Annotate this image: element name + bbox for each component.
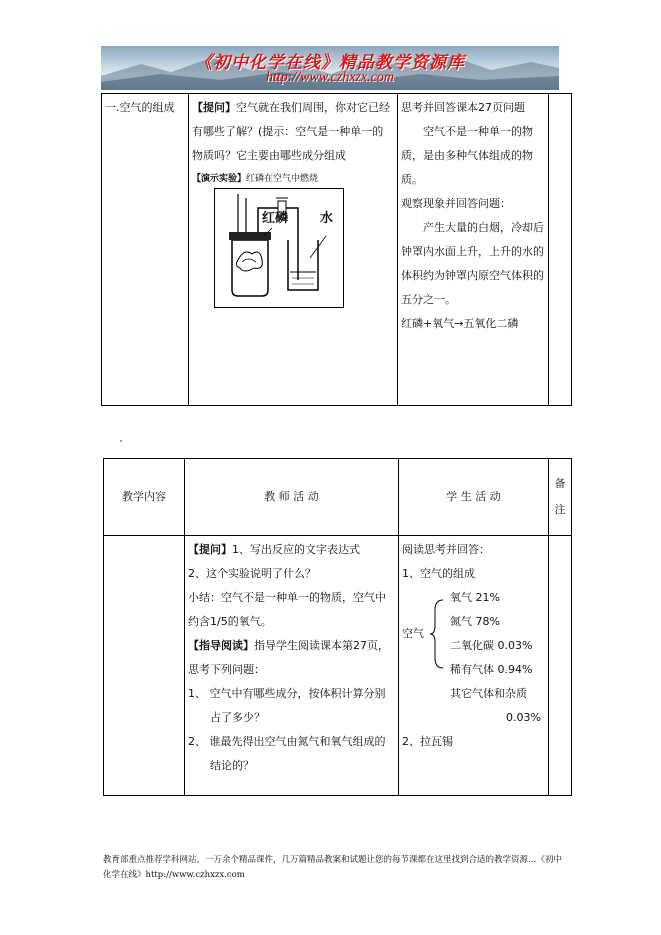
banner-title: 《初中化学在线》精品教学资源库: [195, 53, 465, 73]
note-cell-2: [549, 536, 572, 796]
question1-text: 1、写出反应的文字表达式: [232, 543, 360, 556]
student-line-4: 产生大量的白烟，冷却后钟罩内水面上升，上升的水的体积约为钟罩内原空气体积的五分之一。: [401, 221, 544, 306]
question1-label: 【提问】: [188, 543, 232, 556]
teacher-activity-cell-2: [185, 536, 399, 796]
header-student: 学 生 活 动: [399, 459, 549, 536]
brace-icon: [430, 586, 444, 682]
topic-text: 一.空气的组成: [105, 101, 175, 114]
demo-text: 红磷在空气中燃烧: [246, 174, 319, 184]
student-line-1: 思考并回答课本27页问题: [401, 101, 525, 114]
student-line-5: 红磷+氧气→五氧化二磷: [401, 317, 519, 330]
air-composition-heading: 1、空气的组成: [402, 567, 475, 580]
red-phosphorus-label: 红磷: [262, 211, 289, 226]
component-co2: 二氧化碳 0.03%: [450, 639, 533, 652]
demo-label: 【演示实验】: [192, 174, 247, 184]
component-other: 其它气体和杂质: [450, 687, 527, 700]
component-other-value: 0.03%: [506, 711, 541, 724]
component-nitrogen: 氮气 78%: [450, 615, 500, 628]
header-note: 备注: [549, 459, 572, 536]
summary-text: 小结：空气不是一种单一的物质，空气中约含1/5的氧气。: [188, 591, 386, 628]
stray-dot: [120, 440, 122, 442]
air-label: 空气: [402, 627, 424, 640]
student-activity-cell: [398, 94, 549, 406]
question2-text: 2、这个实验说明了什么？: [188, 567, 316, 580]
site-banner: [101, 46, 559, 90]
component-noble-gas: 稀有气体 0.94%: [450, 663, 533, 676]
question-text: 空气就在我们周围，你对它已经有哪些了解？(提示：空气是一种单一的物质吗？它主要由哪些成分组成: [192, 101, 390, 162]
guide-label: 【指导阅读】: [188, 639, 254, 652]
question-label: 【提问】: [192, 101, 236, 114]
student-activity-cell-2: [399, 536, 549, 796]
experiment-figure: [214, 188, 344, 308]
lesson-table-part1: [101, 93, 572, 406]
reading-question-2: 2、 谁最先得出空气由氮气和氧气组成的结论的？: [188, 735, 386, 772]
student-line-2: 空气不是一种单一的物质，是由多种气体组成的物质。: [401, 125, 533, 186]
apparatus-diagram: [214, 188, 344, 308]
lesson-table-part2: [103, 458, 572, 796]
reading-question-1: 1、 空气中有哪些成分，按体积计算分别占了多少？: [188, 687, 386, 724]
guide-text: 指导学生阅读课本第27页，思考下列问题：: [188, 639, 389, 676]
component-oxygen: 氧气 21%: [450, 591, 500, 604]
content-cell: [104, 536, 185, 796]
air-composition-list: [402, 586, 545, 682]
note-cell: [549, 94, 572, 406]
student-intro: 阅读思考并回答：: [402, 543, 490, 556]
student-line-3: 观察现象并回答问题：: [401, 197, 511, 210]
header-content: 教学内容: [104, 459, 185, 536]
water-label: 水: [320, 211, 334, 226]
banner-url[interactable]: http://www.czhxzx.com: [265, 70, 395, 85]
topic-cell: [102, 94, 189, 406]
teacher-activity-cell: [189, 94, 398, 406]
footer-note: 教育部重点推荐学科网站，一万余个精品课件，几万篇精品教案和试题让您的每节课都在这里找到合适的教学资源…《初中化学在线》http://www.czhxzx.com: [103, 855, 563, 880]
answer-lavoisier: 2、拉瓦锡: [402, 735, 453, 748]
header-teacher: 教 师 活 动: [185, 459, 399, 536]
